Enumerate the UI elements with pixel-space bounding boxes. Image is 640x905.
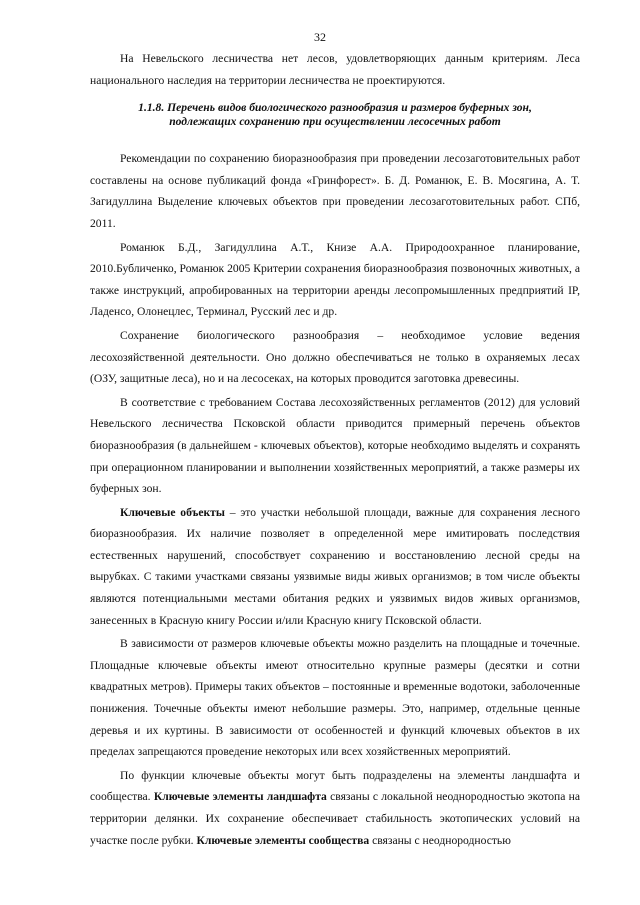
community-elements-text: связаны с неоднородностью	[369, 833, 511, 847]
paragraph-references: Романюк Б.Д., Загидуллина А.Т., Книзе А.А. Природоохранное планирование, 2010.Бубличенко, Романюк 2005 Критерии сохранения биоразнообразия позвоночных животных, а также инструкций, апробированных на территории аренды лесопромышленных предприятий IP, Ладенсо, Олонецлес, Терминал, Русский лес и др.	[90, 240, 580, 319]
page-number: 32	[314, 30, 326, 44]
paragraph-object-functions	[90, 765, 580, 851]
paragraph-object-sizes: В зависимости от размеров ключевые объекты можно разделить на площадные и точечные. Площадные ключевые объекты имеют относительно крупные размеры (десятки и сотни квадратных метров). Примеры таких объектов – постоянные и временные водотоки, заболоченные понижения. Точечные объекты имеют небольшие размеры. Это, например, отдельные ценные деревья и их куртины. В зависимости от особенностей и функций ключевых объектов в их пределах запрещаются проведение некоторых или всех хозяйственных мероприятий.	[90, 637, 580, 759]
term-key-objects: Ключевые объекты	[120, 505, 225, 519]
landscape-elements-text: связаны с локальной неоднородностью экотопа на территории делянки. Их сохранение обеспечивает стабильность экотопических условий на участке после рубки.	[90, 790, 580, 847]
paragraph-recommendations: Рекомендации по сохранению биоразнообразия при проведении лесозаготовительных работ составлены на основе публикаций фонда «Гринфорест». Б. Д. Романюк, Е. В. Мосягина, А. Т. Загидуллина Выделение ключевых объектов при проведении лесозаготовительных работ. СПб, 2011.	[90, 152, 580, 230]
paragraph-regulations: В соответствие с требованием Состава лесохозяйственных регламентов (2012) для условий Невельского лесничества Псковской области приводится примерный перечень объектов биоразнообразия (в дальнейшем - ключевых объектов), которые необходимо выделять и сохранять при операционном планировании и выполнении хозяйственных мероприятий, а также размеры их буферных зон.	[90, 395, 580, 496]
section-heading	[90, 101, 580, 129]
page-content	[90, 48, 580, 851]
key-objects-definition: – это участки небольшой площади, важные для сохранения лесного биоразнообразия. Их наличие позволяет в определенной мере имитировать последствия естественных нарушений, способствует сохранению и восстановлению лесной среды на вырубках. С такими участками связаны уязвимые виды живых организмов; в том числе объекты являются потенциальными местами обитания редких и уязвимых видов живых организмов, занесенных в Красную книгу России и/или Красную книгу Псковской области.	[90, 505, 580, 627]
section-heading-line-1: 1.1.8. Перечень видов биологического разнообразия и размеров буферных зон,	[138, 101, 532, 115]
term-landscape-elements: Ключевые элементы ландшафта	[153, 790, 327, 804]
paragraph-biodiversity: Сохранение биологического разнообразия – необходимое условие ведения лесохозяйственной деятельности. Оно должно обеспечиваться не только в охраняемых лесах (ОЗУ, защитные леса), но и на лесосеках, на которых проводится заготовка древесины.	[90, 328, 580, 386]
intro-paragraph: На Невельского лесничества нет лесов, удовлетворяющих данным критериям. Леса национального наследия на территории лесничества не проектируются.	[90, 52, 580, 87]
paragraph-key-objects	[90, 502, 580, 632]
term-community-elements: Ключевые элементы сообщества	[196, 833, 370, 847]
functions-intro: По функции ключевые объекты могут быть подразделены на элементы ландшафта и сообщества.	[90, 768, 580, 804]
section-heading-line-2: подлежащих сохранению при осуществлении лесосечных работ	[169, 115, 501, 129]
